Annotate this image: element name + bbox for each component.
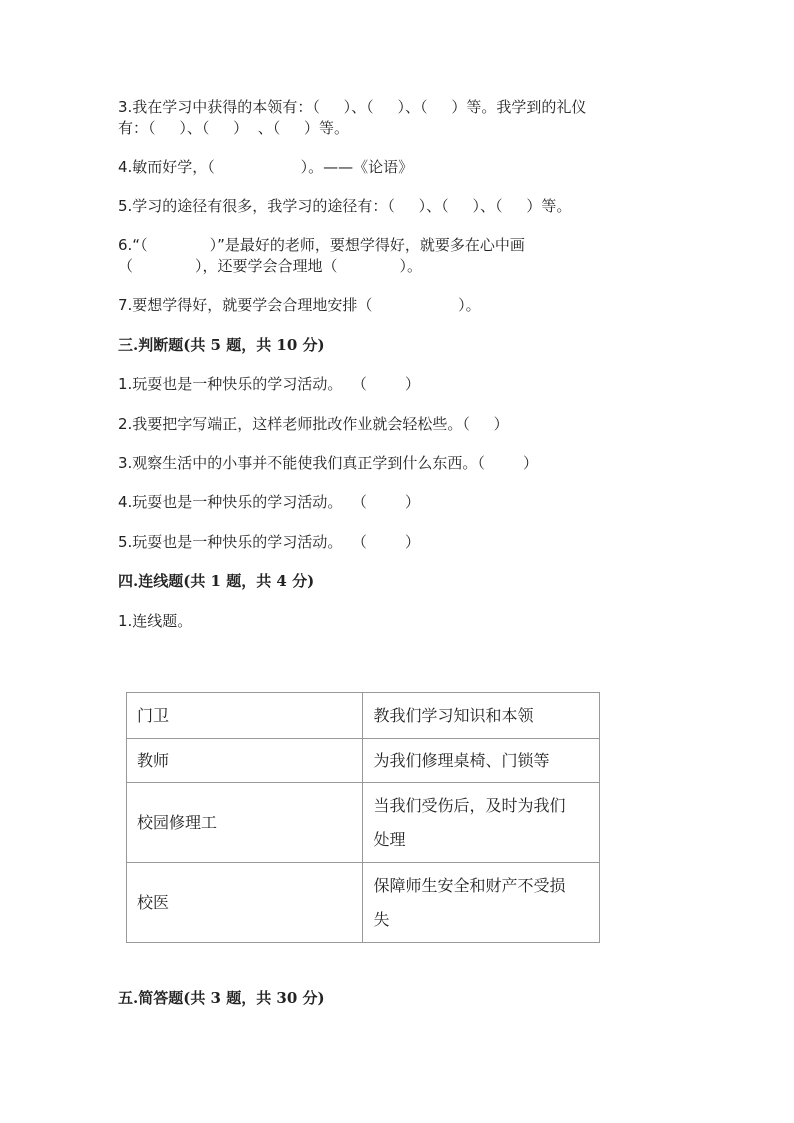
cell-text-line: 为我们修理桌椅、门锁等: [373, 750, 550, 770]
table-row: [127, 863, 600, 943]
judge-question-3: 3.观察生活中的小事并不能使我们真正学到什么东西。（ ）: [118, 454, 538, 472]
table-cell-right: [363, 783, 600, 863]
cell-text-line: 失: [373, 909, 390, 929]
question-3-line-2: 有：（ ）、（ ） 、（ ）等。: [118, 119, 350, 137]
table-cell-left: 教师: [127, 739, 363, 783]
judge-question-2: 2.我要把字写端正，这样老师批改作业就会轻松些。（ ）: [118, 415, 509, 433]
table-cell-left: 校园修理工: [127, 783, 363, 863]
judge-question-5: 5.玩耍也是一种快乐的学习活动。 （ ）: [118, 533, 420, 551]
question-6-line-2: （ ），还要学会合理地（ ）。: [118, 257, 422, 275]
cell-text-line: 教我们学习知识和本领: [373, 705, 534, 725]
question-5: 5.学习的途径有很多，我学习的途径有：（ ）、（ ）、（ ）等。: [118, 197, 572, 215]
judge-question-1: 1.玩耍也是一种快乐的学习活动。 （ ）: [118, 375, 420, 393]
table-cell-right: [363, 739, 600, 783]
question-6-line-1: 6.“（ ）”是最好的老师，要想学得好，就要多在心中画: [118, 236, 525, 254]
table-cell-left: 门卫: [127, 693, 363, 739]
question-7: 7.要想学得好，就要学会合理地安排（ ）。: [118, 296, 481, 314]
table-row: [127, 693, 600, 739]
cell-text-line: 当我们受伤后，及时为我们: [373, 795, 566, 815]
table-cell-right: [363, 693, 600, 739]
question-3-line-1: 3.我在学习中获得的本领有：（ ）、（ ）、（ ）等。我学到的礼仪: [118, 98, 587, 116]
matching-question-1: 1.连线题。: [118, 612, 193, 630]
cell-text-line: 处理: [373, 829, 406, 849]
table-row: [127, 739, 600, 783]
matching-table: [126, 692, 600, 943]
table-row: [127, 783, 600, 863]
cell-text-line: 保障师生安全和财产不受损: [373, 875, 566, 895]
section-4-title: 四.连线题(共 1 题，共 4 分): [118, 572, 315, 590]
judge-question-4: 4.玩耍也是一种快乐的学习活动。 （ ）: [118, 493, 420, 511]
section-5-title: 五.简答题(共 3 题，共 30 分): [118, 989, 325, 1007]
table-cell-left: 校医: [127, 863, 363, 943]
question-4: 4.敏而好学，（ ）。——《论语》: [118, 158, 414, 176]
table-cell-right: [363, 863, 600, 943]
section-3-title: 三.判断题(共 5 题，共 10 分): [118, 336, 325, 354]
